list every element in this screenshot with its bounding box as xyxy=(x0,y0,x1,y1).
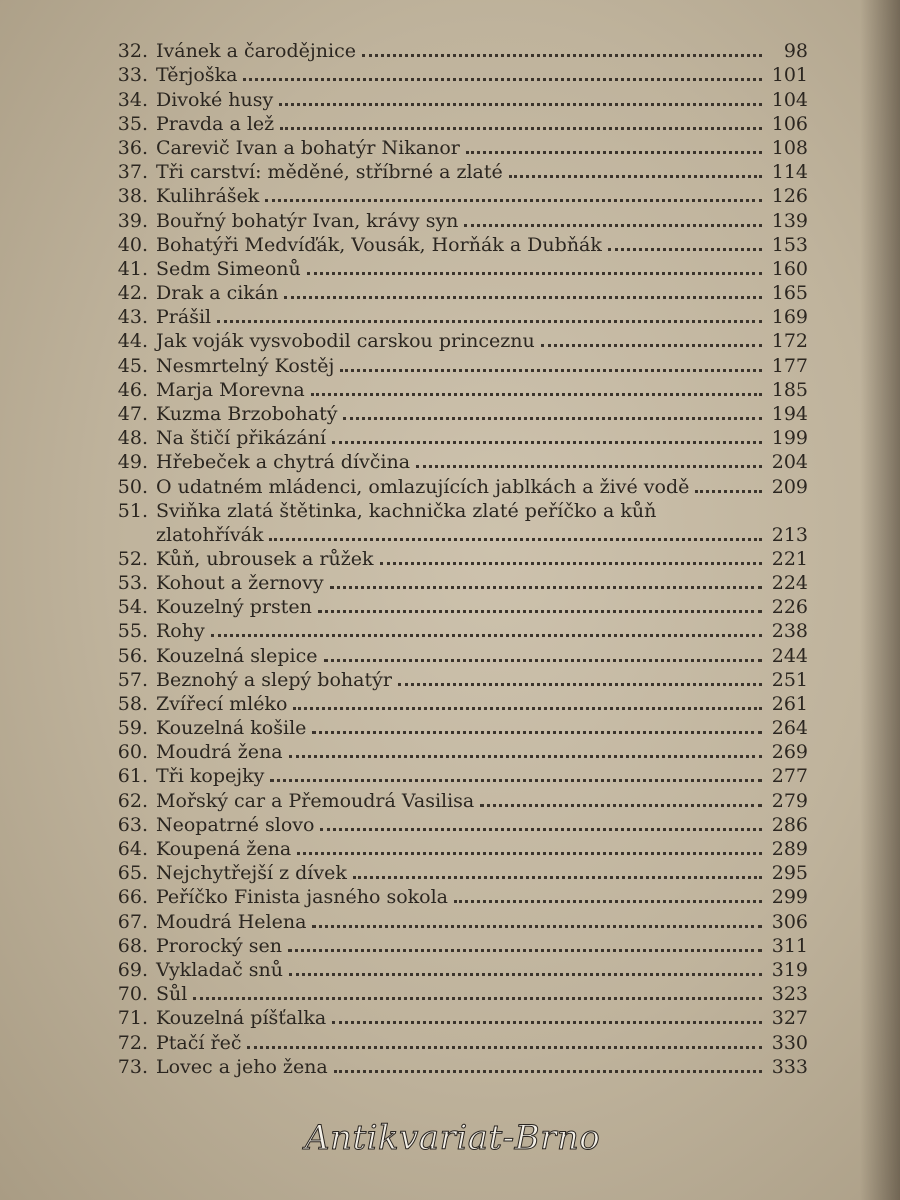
entry-title: Vykladač snů xyxy=(156,958,283,981)
entry-page: 311 xyxy=(771,934,808,957)
entry-title: Peříčko Finista jasného sokola xyxy=(156,886,449,909)
entry-number: 47. xyxy=(117,403,148,425)
entry-number: 45. xyxy=(117,354,148,377)
toc-entry xyxy=(108,812,808,836)
leader-dots xyxy=(311,379,762,396)
entry-number: 52. xyxy=(117,547,148,570)
entry-number: 39. xyxy=(117,209,148,232)
entry-title: Drak a cikán xyxy=(156,282,279,305)
leader-dots xyxy=(608,234,762,251)
entry-number: 46. xyxy=(117,378,148,401)
toc-entry xyxy=(108,86,808,110)
entry-number: 42. xyxy=(117,282,148,305)
entry-page: 172 xyxy=(771,330,808,353)
entry-page: 323 xyxy=(771,983,808,1006)
entry-page: 238 xyxy=(771,620,808,643)
toc-entry xyxy=(108,739,808,763)
leader-dots xyxy=(340,355,762,372)
entry-number: 41. xyxy=(117,257,148,280)
entry-page: 327 xyxy=(771,1007,808,1030)
toc-entry xyxy=(108,38,808,62)
entry-number: 73. xyxy=(117,1055,148,1078)
entry-page: 209 xyxy=(771,475,808,498)
entry-title: Divoké husy xyxy=(156,88,274,111)
leader-dots xyxy=(289,959,762,976)
toc-entry xyxy=(108,691,808,715)
entry-title: Sůl xyxy=(156,983,188,1006)
leader-dots xyxy=(297,838,762,855)
entry-line-1 xyxy=(108,498,808,522)
entry-title: Prášil xyxy=(156,306,212,329)
entry-number: 54. xyxy=(117,596,148,619)
leader-dots xyxy=(416,451,762,468)
entry-page: 126 xyxy=(771,185,808,208)
leader-dots xyxy=(695,476,762,493)
toc-entry xyxy=(108,642,808,666)
entry-number: 72. xyxy=(117,1031,148,1054)
entry-page: 261 xyxy=(771,692,808,715)
toc-entry xyxy=(108,401,808,425)
entry-number: 64. xyxy=(117,838,148,860)
entry-title: Tři carství: měděné, stříbrné a zlaté xyxy=(156,161,503,184)
entry-page: 185 xyxy=(771,378,808,401)
toc-entry xyxy=(108,473,808,497)
entry-title: Na štičí přikázání xyxy=(156,427,327,450)
entry-number: 70. xyxy=(117,983,148,1006)
leader-dots xyxy=(211,620,762,637)
entry-page: 299 xyxy=(771,886,808,909)
entry-number: 60. xyxy=(117,741,148,764)
leader-dots xyxy=(288,935,762,952)
entry-number: 49. xyxy=(117,451,148,474)
entry-number: 61. xyxy=(117,765,148,788)
toc-entry xyxy=(108,256,808,280)
entry-page: 306 xyxy=(771,910,808,933)
leader-dots xyxy=(284,282,762,299)
entry-title: Těrjoška xyxy=(156,64,238,87)
leader-dots xyxy=(280,113,762,130)
toc-entry xyxy=(108,1029,808,1053)
leader-dots xyxy=(293,693,762,710)
entry-page: 279 xyxy=(771,789,808,812)
leader-dots xyxy=(353,862,762,879)
leader-dots xyxy=(480,790,762,807)
toc-entry xyxy=(108,618,808,642)
entry-number: 58. xyxy=(117,692,148,715)
entry-title: Marja Morevna xyxy=(156,378,305,401)
entry-page: 319 xyxy=(771,958,808,981)
leader-dots xyxy=(269,524,762,541)
entry-title: Neopatrné slovo xyxy=(156,813,315,836)
toc-entry xyxy=(108,957,808,981)
entry-page: 204 xyxy=(771,451,808,474)
leader-dots xyxy=(343,403,762,420)
entry-number: 53. xyxy=(117,571,148,594)
toc-entry xyxy=(108,933,808,957)
toc-entry xyxy=(108,111,808,135)
leader-dots xyxy=(289,741,762,758)
leader-dots xyxy=(270,765,762,782)
toc-entry xyxy=(108,183,808,207)
entry-title-line-1: Sviňka zlatá štětinka, kachnička zlaté peříčko a kůň xyxy=(156,499,657,522)
entry-title: Tři kopejky xyxy=(156,765,265,788)
entry-number: 37. xyxy=(117,161,148,184)
entry-page: 139 xyxy=(771,209,808,232)
entry-title: Nesmrtelný Kostěj xyxy=(156,354,335,377)
entry-page: 221 xyxy=(771,547,808,570)
entry-title: Hřebeček a chytrá dívčina xyxy=(156,451,411,474)
toc-entry xyxy=(108,425,808,449)
entry-number: 62. xyxy=(117,789,148,812)
leader-dots xyxy=(464,210,762,227)
toc-entry xyxy=(108,570,808,594)
toc-entry xyxy=(108,981,808,1005)
entry-title: Carevič Ivan a bohatýr Nikanor xyxy=(156,136,460,159)
entry-number: 51. xyxy=(117,499,148,522)
entry-title: Ivánek a čarodějnice xyxy=(156,40,356,63)
entry-number: 55. xyxy=(117,620,148,643)
entry-number: 48. xyxy=(117,427,148,450)
entry-page: 264 xyxy=(771,717,808,740)
entry-page: 213 xyxy=(771,523,808,546)
entry-title: Kouzelná píšťalka xyxy=(156,1007,327,1030)
leader-dots xyxy=(307,258,762,275)
entry-page: 106 xyxy=(771,112,808,135)
entry-number: 35. xyxy=(117,112,148,135)
entry-number: 32. xyxy=(117,40,148,63)
leader-dots xyxy=(243,64,762,81)
entry-number: 57. xyxy=(117,668,148,691)
toc-entry xyxy=(108,763,808,787)
entry-number: 63. xyxy=(117,813,148,836)
entry-title: Kuzma Brzobohatý xyxy=(156,403,338,425)
leader-dots xyxy=(541,330,762,347)
toc-entry xyxy=(108,280,808,304)
entry-title: Zvířecí mléko xyxy=(156,692,288,715)
page-edge-shadow xyxy=(860,0,900,1200)
entry-title: O udatném mládenci, omlazujících jablkách a živé vodě xyxy=(156,475,690,498)
entry-page: 101 xyxy=(771,64,808,87)
entry-title: Beznohý a slepý bohatýr xyxy=(156,668,392,691)
entry-number: 66. xyxy=(117,886,148,909)
entry-page: 199 xyxy=(771,427,808,450)
entry-number: 68. xyxy=(117,934,148,957)
entry-page: 295 xyxy=(771,862,808,885)
entry-number: 59. xyxy=(117,717,148,740)
entry-page: 160 xyxy=(771,257,808,280)
entry-number: 69. xyxy=(117,958,148,981)
leader-dots xyxy=(265,185,762,202)
leader-dots xyxy=(318,596,762,613)
entry-title: Ptačí řeč xyxy=(156,1031,242,1054)
entry-number: 33. xyxy=(117,64,148,87)
entry-title: Mořský car a Přemoudrá Vasilisa xyxy=(156,789,475,812)
leader-dots xyxy=(454,886,762,903)
entry-page: 194 xyxy=(771,403,808,425)
leader-dots xyxy=(193,983,762,1000)
entry-title: Kouzelná košile xyxy=(156,717,307,740)
toc-entry xyxy=(108,159,808,183)
leader-dots xyxy=(330,572,762,589)
toc-entry xyxy=(108,352,808,376)
entry-title: Kůň, ubrousek a růžek xyxy=(156,547,374,570)
leader-dots xyxy=(398,669,762,686)
toc-entry xyxy=(108,908,808,932)
entry-title: Lovec a jeho žena xyxy=(156,1055,328,1078)
toc-entry xyxy=(108,328,808,352)
entry-title: Moudrá Helena xyxy=(156,910,307,933)
entry-title: Pravda a lež xyxy=(156,112,275,135)
entry-title: Nejchytřejší z dívek xyxy=(156,862,347,885)
leader-dots xyxy=(247,1032,762,1049)
table-of-contents xyxy=(108,38,808,1078)
entry-number: 50. xyxy=(117,475,148,498)
entry-title: Rohy xyxy=(156,620,205,643)
leader-dots xyxy=(380,548,763,565)
toc-entry xyxy=(108,787,808,811)
entry-title: Bohatýři Medvíďák, Vousák, Horňák a Dubňák xyxy=(156,233,602,256)
entry-page: 104 xyxy=(771,88,808,111)
toc-entry xyxy=(108,884,808,908)
entry-number: 71. xyxy=(117,1007,148,1030)
leader-dots xyxy=(509,161,762,178)
entry-page: 169 xyxy=(771,306,808,329)
entry-title: Prorocký sen xyxy=(156,934,282,957)
toc-entry xyxy=(108,135,808,159)
toc-entry xyxy=(108,836,808,860)
entry-page: 251 xyxy=(771,668,808,691)
entry-number: 44. xyxy=(117,330,148,353)
toc-entry xyxy=(108,449,808,473)
toc-entry-two-line xyxy=(108,498,808,546)
entry-line-2 xyxy=(108,522,808,546)
entry-number: 34. xyxy=(117,88,148,111)
entry-page: 177 xyxy=(771,354,808,377)
entry-title: Kouzelný prsten xyxy=(156,596,312,619)
leader-dots xyxy=(466,137,762,154)
entry-title: Moudrá žena xyxy=(156,741,283,764)
toc-entry xyxy=(108,715,808,739)
entry-page: 165 xyxy=(771,282,808,305)
entry-title: Sedm Simeonů xyxy=(156,257,301,280)
leader-dots xyxy=(362,40,762,57)
leader-dots xyxy=(279,89,762,106)
entry-number: 65. xyxy=(117,862,148,885)
toc-entry xyxy=(108,860,808,884)
toc-entry xyxy=(108,207,808,231)
entry-page: 108 xyxy=(771,136,808,159)
entry-number: 67. xyxy=(117,910,148,933)
toc-entry xyxy=(108,667,808,691)
toc-entry xyxy=(108,594,808,618)
entry-number: 40. xyxy=(117,233,148,256)
entry-number: 36. xyxy=(117,136,148,159)
leader-dots xyxy=(312,717,762,734)
leader-dots xyxy=(334,1056,762,1073)
leader-dots xyxy=(217,306,762,323)
entry-title: Koupená žena xyxy=(156,838,292,860)
toc-entry xyxy=(108,1054,808,1078)
leader-dots xyxy=(312,911,762,928)
toc-entry xyxy=(108,1005,808,1029)
leader-dots xyxy=(332,427,762,444)
entry-page: 333 xyxy=(771,1055,808,1078)
toc-entry xyxy=(108,377,808,401)
entry-title: Bouřný bohatýr Ivan, krávy syn xyxy=(156,209,459,232)
entry-page: 153 xyxy=(771,233,808,256)
entry-number: 56. xyxy=(117,644,148,667)
leader-dots xyxy=(320,814,762,831)
toc-entry xyxy=(108,546,808,570)
entry-page: 286 xyxy=(771,813,808,836)
entry-page: 269 xyxy=(771,741,808,764)
entry-page: 277 xyxy=(771,765,808,788)
entry-title-line-2: zlatohřívák xyxy=(156,523,264,546)
entry-page: 226 xyxy=(771,596,808,619)
entry-page: 244 xyxy=(771,644,808,667)
toc-entry xyxy=(108,62,808,86)
entry-number: 38. xyxy=(117,185,148,208)
leader-dots xyxy=(332,1007,762,1024)
entry-title: Kohout a žernovy xyxy=(156,571,324,594)
toc-entry xyxy=(108,232,808,256)
toc-entry xyxy=(108,304,808,328)
entry-page: 98 xyxy=(783,40,808,63)
watermark-text: Antikvariat-Brno xyxy=(305,1118,601,1158)
entry-page: 114 xyxy=(771,161,808,184)
entry-title: Jak voják vysvobodil carskou princeznu xyxy=(156,330,535,353)
entry-page: 289 xyxy=(771,838,808,860)
entry-page: 224 xyxy=(771,571,808,594)
entry-title: Kouzelná slepice xyxy=(156,644,318,667)
entry-title: Kulihrášek xyxy=(156,185,260,208)
entry-number: 43. xyxy=(117,306,148,329)
leader-dots xyxy=(324,645,763,662)
entry-page: 330 xyxy=(771,1031,808,1054)
